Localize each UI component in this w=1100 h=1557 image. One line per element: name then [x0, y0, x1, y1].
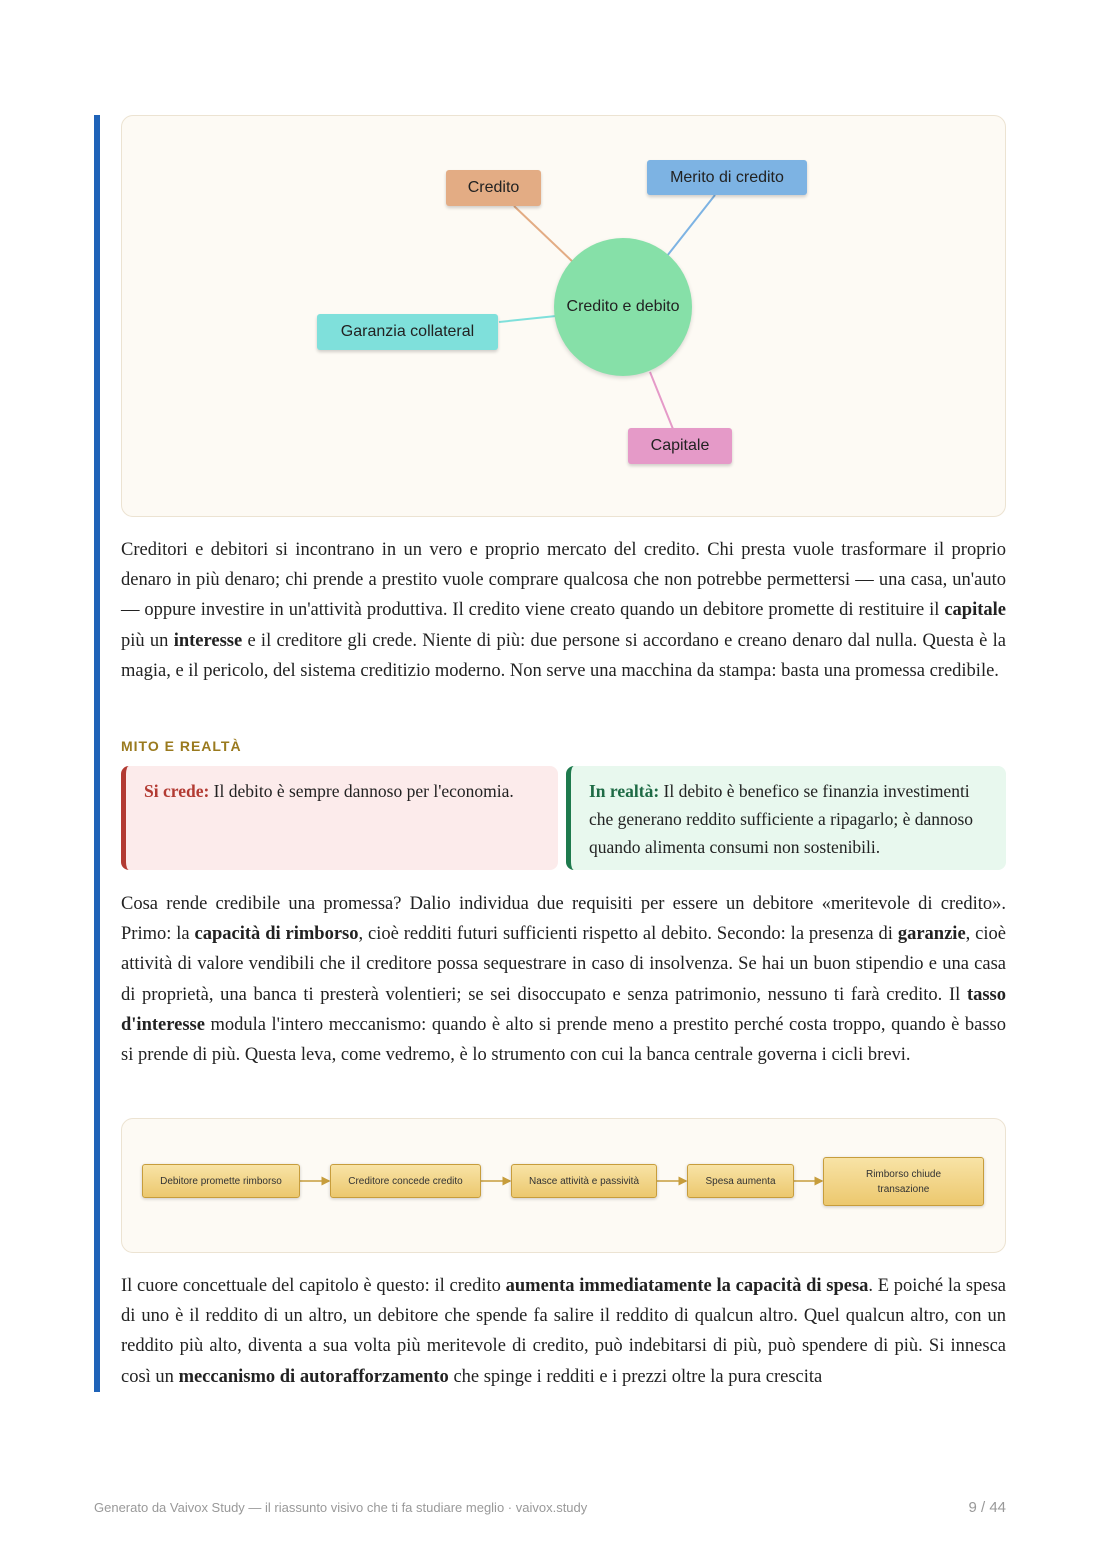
flow-step-3: Nasce attività e passività — [511, 1164, 657, 1198]
node-center-credito-e-debito: Credito e debito — [554, 238, 692, 376]
paragraph-cuore-concettuale — [121, 1271, 1006, 1392]
node-merito-di-credito: Merito di credito — [647, 160, 807, 195]
page-number: 9 / 44 — [968, 1499, 1006, 1516]
flow-step-4: Spesa aumenta — [687, 1164, 794, 1198]
bold-term: tasso d'interesse — [121, 984, 1006, 1035]
paragraph-text: . E poiché la spesa di uno è il reddito di un altro, un debitore che spende fa salire il reddito di qualcun altro. Quel qualcun altro, con un reddito più alto, diventa a sua volta più meritevole di credito, può indebitarsi di più, può spendere di più. Si innesca così un — [121, 1276, 1006, 1387]
connector-merito — [667, 195, 715, 256]
bold-term: interesse — [173, 630, 243, 651]
paragraph-mercato-del-credito — [121, 535, 1006, 686]
bold-term: aumenta immediatamente la capacità di spesa — [505, 1276, 869, 1296]
accent-sidebar-bar — [94, 115, 100, 1392]
bold-term: meccanismo di autorafforzamento — [178, 1366, 449, 1387]
reality-box — [566, 766, 1006, 870]
paragraph-text: Creditori e debitori si incontrano in un vero e proprio mercato del credito. Chi presta vuole trasformare il proprio denaro in più denaro; chi prende a prestito vuole comprare qualcosa che non potrebbe permettersi — una casa, un'auto — oppure investire in un'attività produttiva. Il credito viene creato quando un debitore promette di restituire il — [121, 540, 1006, 621]
node-credito: Credito — [446, 170, 541, 206]
connector-capitale — [650, 372, 673, 429]
flow-diagram-card — [121, 1118, 1006, 1253]
paragraph-text: Il cuore concettuale del capitolo è questo: il credito — [121, 1276, 506, 1296]
footer-credit: Generato da Vaivox Study — il riassunto visivo che ti fa studiare meglio · vaivox.study — [94, 1500, 588, 1515]
reality-lead: In realtà: — [589, 781, 660, 801]
paragraph-text: modula l'intero meccanismo: quando è alto si prende meno a prestito perché costa troppo, quando è basso si prende di più. Questa leva, come vedremo, è lo strumento con cui la banca centrale governa i cicli brevi. — [121, 1014, 1006, 1066]
paragraph-text: , cioè attività di valore vendibili che il creditore possa sequestrare in caso di insolvenza. Se hai un buon stipendio e una casa di proprietà, una banca ti presterà volentieri; se sei disoccupato e senza patrimonio, nessuno ti farà credito. Il — [121, 924, 1006, 1005]
paragraph-requisiti-credito — [121, 889, 1006, 1070]
bold-term: capitale — [944, 600, 1006, 621]
myth-lead: Si crede: — [144, 781, 210, 801]
reality-text: Il debito è benefico se finanzia investimenti che generano reddito sufficiente a ripagarlo; è dannoso quando alimenta consumi non sostenibili. — [589, 781, 974, 857]
bold-term: garanzie — [897, 924, 966, 945]
paragraph-text: , cioè redditi futuri sufficienti rispetto al debito. Secondo: la presenza di — [358, 924, 898, 945]
connector-garanzia — [499, 316, 556, 322]
paragraph-text: Cosa rende credibile una promessa? Dalio individua due requisiti per essere un debitore «meritevole di credito». Primo: la — [121, 894, 1006, 945]
paragraph-text: e il creditore gli crede. Niente di più: due persone si accordano e creano denaro dal nulla. Questa è la magia, e il pericolo, del sistema creditizio moderno. Non serve una macchina da stampa: basta una promessa credibile. — [121, 630, 1007, 681]
myth-text: Il debito è sempre dannoso per l'economia. — [209, 781, 514, 801]
paragraph-text: più un — [121, 630, 174, 651]
node-capitale: Capitale — [628, 428, 732, 464]
section-label-mito-e-realta: MITO E REALTÀ — [121, 738, 242, 754]
bold-term: capacità di rimborso — [194, 924, 359, 945]
myth-box — [121, 766, 558, 870]
mind-map-card — [121, 115, 1006, 517]
node-garanzia-collateral: Garanzia collateral — [317, 314, 498, 350]
paragraph-text: che spinge i redditi e i prezzi oltre la pura crescita — [448, 1366, 823, 1387]
flow-step-2: Creditore concede credito — [330, 1164, 481, 1198]
flow-step-5: Rimborso chiude transazione — [823, 1157, 984, 1206]
connector-credito — [514, 206, 574, 263]
flow-step-1: Debitore promette rimborso — [142, 1164, 300, 1198]
